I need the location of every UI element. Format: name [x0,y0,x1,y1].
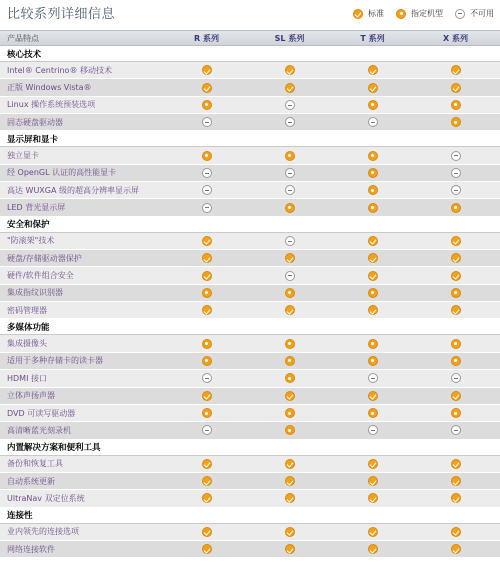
not-available-minus-icon [202,168,212,178]
table-row [0,79,500,96]
availability-cell [414,203,497,213]
table-row [0,199,500,216]
not-available-minus-icon [368,373,378,383]
availability-cell [414,544,497,554]
standard-check-icon [202,527,212,537]
feature-label[interactable]: 集成指纹识别器 [7,288,63,298]
standard-check-icon [451,305,461,315]
standard-check-icon [285,544,295,554]
comparison-table [0,30,500,558]
standard-check-icon [202,305,212,315]
feature-label[interactable]: 业内领先的连接选项 [7,527,79,537]
availability-cell [165,356,248,366]
standard-check-icon [202,493,212,503]
standard-check-icon [285,459,295,469]
availability-cell [331,185,414,195]
feature-label[interactable]: 正版 Windows Vista® [7,83,92,93]
availability-cell [248,408,331,418]
standard-check-icon [285,65,295,75]
not-available-minus-icon [202,203,212,213]
specific-model-dot-icon [202,151,212,161]
not-available-minus-icon [368,425,378,435]
legend-standard [353,8,384,19]
availability-cell [165,373,248,383]
availability-cell [248,391,331,401]
table-row [0,62,500,79]
not-available-minus-icon [451,425,461,435]
standard-check-icon [202,459,212,469]
availability-cell [414,391,497,401]
specific-model-dot-icon [285,203,295,213]
standard-check-icon [368,271,378,281]
specific-model-dot-icon [202,408,212,418]
not-available-minus-icon [451,151,461,161]
availability-cell [165,117,248,127]
availability-cell [331,117,414,127]
standard-check-icon [202,83,212,93]
availability-cell [331,305,414,315]
availability-cell [414,65,497,75]
specific-model-dot-icon [202,288,212,298]
availability-cell [165,391,248,401]
availability-cell [331,527,414,537]
standard-check-icon [202,544,212,554]
feature-label[interactable]: 网络连接软件 [7,544,55,554]
standard-check-icon [202,391,212,401]
feature-label[interactable]: 独立显卡 [7,151,39,161]
specific-model-dot-icon [285,339,295,349]
specific-model-dot-icon [451,356,461,366]
table-row [0,524,500,541]
specific-model-dot-icon [451,408,461,418]
availability-cell [414,151,497,161]
standard-check-icon [202,236,212,246]
standard-check-icon [368,476,378,486]
feature-label[interactable]: 高清晰蓝光刻录机 [7,425,71,435]
table-row [0,456,500,473]
availability-cell [165,527,248,537]
feature-label[interactable]: DVD 可读写驱动器 [7,408,76,418]
header-t-series[interactable]: T 系列 [360,33,385,43]
availability-cell [165,253,248,263]
table-row [0,422,500,439]
availability-cell [331,339,414,349]
page-title: 比较系列详细信息 [7,7,116,22]
availability-cell [248,493,331,503]
standard-check-icon [368,253,378,263]
availability-cell [331,288,414,298]
availability-cell [331,83,414,93]
availability-cell [165,493,248,503]
table-row [0,490,500,507]
specific-model-dot-icon [368,288,378,298]
standard-check-icon [202,253,212,263]
specific-model-dot-icon [285,356,295,366]
feature-label[interactable]: 适用于多种存储卡的读卡器 [7,356,103,366]
standard-check-icon [451,459,461,469]
feature-label[interactable]: 自动系统更新 [7,476,55,486]
specific-model-dot-icon [368,408,378,418]
specific-model-dot-icon [202,356,212,366]
availability-cell [331,168,414,178]
availability-cell [248,253,331,263]
availability-cell [165,305,248,315]
table-row [0,370,500,387]
table-row [0,147,500,164]
standard-check-icon [285,305,295,315]
header-sl-series[interactable]: SL 系列 [274,33,305,43]
standard-check-icon [285,83,295,93]
standard-check-icon [285,527,295,537]
availability-cell [248,476,331,486]
availability-cell [165,339,248,349]
not-available-minus-icon [285,168,295,178]
section-heading: 连接性 [0,508,500,524]
availability-cell [165,408,248,418]
availability-cell [331,373,414,383]
availability-cell [248,356,331,366]
standard-check-icon [368,305,378,315]
availability-cell [331,271,414,281]
availability-cell [248,373,331,383]
availability-cell [248,288,331,298]
feature-label[interactable]: 硬盘/存储驱动器保护 [7,253,82,263]
specific-model-dot-icon [368,356,378,366]
specific-model-dot-icon [368,100,378,110]
availability-cell [414,356,497,366]
availability-cell [165,168,248,178]
availability-cell [165,425,248,435]
availability-cell [331,100,414,110]
availability-cell [414,493,497,503]
standard-check-icon [368,527,378,537]
not-available-minus-icon [451,185,461,195]
availability-cell [165,459,248,469]
availability-cell [165,203,248,213]
table-row [0,473,500,490]
availability-cell [331,203,414,213]
availability-cell [248,271,331,281]
standard-check-icon [368,493,378,503]
table-row [0,302,500,319]
availability-cell [248,339,331,349]
standard-check-icon [451,236,461,246]
specific-model-dot-icon [451,203,461,213]
availability-cell [414,185,497,195]
availability-cell [331,65,414,75]
availability-cell [165,65,248,75]
availability-cell [414,271,497,281]
availability-cell [331,391,414,401]
table-row [0,541,500,558]
availability-cell [331,408,414,418]
specific-model-dot-icon [451,288,461,298]
availability-cell [165,185,248,195]
standard-check-icon [451,271,461,281]
table-row [0,353,500,370]
specific-model-dot-icon [285,288,295,298]
not-available-minus-icon [285,100,295,110]
not-available-minus-icon [202,373,212,383]
standard-check-icon [368,83,378,93]
standard-check-icon [451,544,461,554]
feature-label[interactable]: Linux 操作系统预装选项 [7,100,96,110]
standard-check-icon [353,9,363,19]
availability-cell [248,527,331,537]
legend [341,8,494,19]
feature-label[interactable]: UltraNav 双定位系统 [7,493,85,503]
availability-cell [414,527,497,537]
availability-cell [414,253,497,263]
legend-na-label: 不可用 [470,9,494,18]
specific-model-dot-icon [285,373,295,383]
not-available-minus-icon [202,185,212,195]
specific-model-dot-icon [451,100,461,110]
specific-model-dot-icon [396,9,406,19]
feature-label[interactable]: 立体声扬声器 [7,391,55,401]
legend-specific [396,8,443,19]
availability-cell [414,83,497,93]
not-available-minus-icon [368,117,378,127]
availability-cell [414,425,497,435]
availability-cell [165,83,248,93]
standard-check-icon [451,476,461,486]
availability-cell [414,459,497,469]
feature-label[interactable]: 硬件/软件组合安全 [7,271,74,281]
specific-model-dot-icon [285,425,295,435]
availability-cell [331,356,414,366]
availability-cell [414,100,497,110]
availability-cell [248,236,331,246]
availability-cell [165,476,248,486]
legend-na [455,8,494,19]
availability-cell [248,168,331,178]
table-row [0,388,500,405]
availability-cell [165,544,248,554]
specific-model-dot-icon [451,339,461,349]
feature-label[interactable]: 高达 WUXGA 级的超高分辨率显示屏 [7,185,140,195]
section-heading: 安全和保护 [0,217,500,233]
availability-cell [248,544,331,554]
standard-check-icon [368,65,378,75]
section-heading: 多媒体功能 [0,319,500,335]
section-heading: 显示屏和显卡 [0,131,500,147]
standard-check-icon [451,493,461,503]
standard-check-icon [451,253,461,263]
legend-specific-label: 指定机型 [411,9,443,18]
standard-check-icon [285,493,295,503]
feature-label[interactable]: HDMI 接口 [7,373,47,383]
specific-model-dot-icon [285,151,295,161]
specific-model-dot-icon [368,185,378,195]
availability-cell [248,203,331,213]
availability-cell [414,168,497,178]
standard-check-icon [451,527,461,537]
availability-cell [414,408,497,418]
not-available-minus-icon [451,168,461,178]
standard-check-icon [451,391,461,401]
availability-cell [165,151,248,161]
not-available-minus-icon [455,9,465,19]
legend-standard-label: 标准 [368,9,384,18]
standard-check-icon [285,476,295,486]
not-available-minus-icon [202,117,212,127]
availability-cell [248,425,331,435]
feature-label[interactable]: 固态硬盘驱动器 [7,117,63,127]
standard-check-icon [202,271,212,281]
specific-model-dot-icon [285,408,295,418]
specific-model-dot-icon [202,339,212,349]
availability-cell [331,544,414,554]
feature-label[interactable]: LED 背光显示屏 [7,203,66,213]
feature-label[interactable]: 经 OpenGL 认证的高性能显卡 [7,168,117,178]
standard-check-icon [451,65,461,75]
availability-cell [414,236,497,246]
feature-label[interactable]: "防滚架"技术 [7,236,55,246]
feature-label[interactable]: 备份和恢复工具 [7,459,63,469]
standard-check-icon [202,476,212,486]
section-heading: 核心技术 [0,46,500,62]
table-row [0,267,500,284]
availability-cell [414,305,497,315]
standard-check-icon [451,83,461,93]
standard-check-icon [368,544,378,554]
specific-model-dot-icon [368,151,378,161]
table-row [0,250,500,267]
availability-cell [165,100,248,110]
specific-model-dot-icon [451,117,461,127]
feature-label[interactable]: 集成摄像头 [7,339,47,349]
availability-cell [248,151,331,161]
availability-cell [331,236,414,246]
availability-cell [414,339,497,349]
feature-label[interactable]: 密码管理器 [7,305,47,315]
table-row [0,182,500,199]
availability-cell [248,459,331,469]
availability-cell [414,117,497,127]
availability-cell [248,83,331,93]
standard-check-icon [368,236,378,246]
availability-cell [414,288,497,298]
availability-cell [248,185,331,195]
table-row [0,165,500,182]
specific-model-dot-icon [202,100,212,110]
standard-check-icon [368,391,378,401]
header-r-series[interactable]: R 系列 [194,33,219,43]
not-available-minus-icon [285,271,295,281]
specific-model-dot-icon [368,203,378,213]
table-row [0,285,500,302]
availability-cell [248,100,331,110]
availability-cell [248,65,331,75]
standard-check-icon [368,459,378,469]
not-available-minus-icon [285,117,295,127]
availability-cell [331,425,414,435]
standard-check-icon [285,391,295,401]
standard-check-icon [202,65,212,75]
specific-model-dot-icon [368,339,378,349]
table-row [0,233,500,250]
not-available-minus-icon [202,425,212,435]
feature-label[interactable]: Intel® Centrino® 移动技术 [7,65,112,75]
not-available-minus-icon [285,185,295,195]
table-row [0,114,500,131]
availability-cell [414,476,497,486]
not-available-minus-icon [451,373,461,383]
availability-cell [331,151,414,161]
availability-cell [165,288,248,298]
specific-model-dot-icon [368,168,378,178]
availability-cell [165,271,248,281]
availability-cell [248,117,331,127]
availability-cell [414,373,497,383]
table-row [0,335,500,352]
header-feature: 产品特点 [7,33,39,43]
availability-cell [331,476,414,486]
section-heading: 内置解决方案和便利工具 [0,440,500,456]
standard-check-icon [285,253,295,263]
table-header [0,30,500,46]
header-x-series[interactable]: X 系列 [443,33,468,43]
availability-cell [331,253,414,263]
table-row [0,405,500,422]
availability-cell [331,459,414,469]
availability-cell [248,305,331,315]
table-row [0,97,500,114]
availability-cell [165,236,248,246]
availability-cell [331,493,414,503]
not-available-minus-icon [285,236,295,246]
